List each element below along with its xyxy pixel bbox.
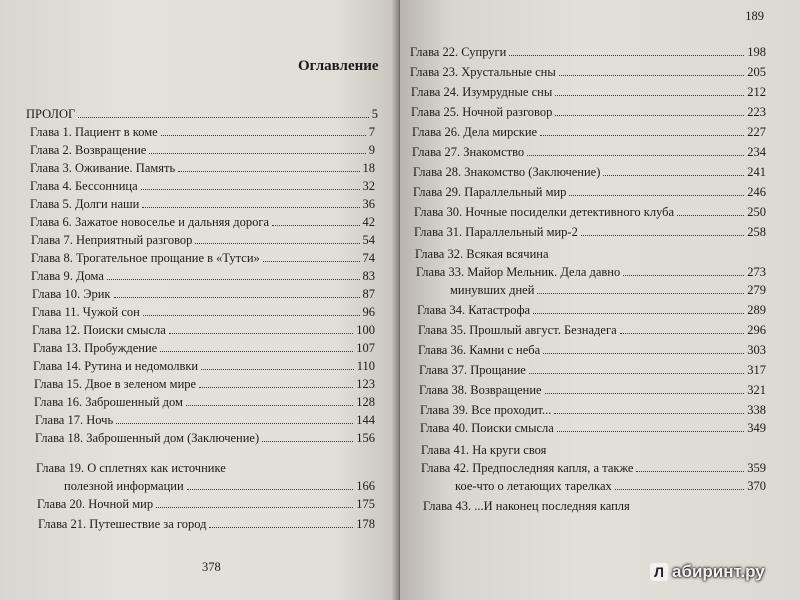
labirint-logo-icon: Л: [650, 563, 668, 581]
entry-page: 273: [747, 265, 766, 279]
toc-entry: [411, 84, 766, 100]
dot-leader: [114, 288, 360, 298]
entry-page: 7: [368, 125, 375, 139]
entry-title: Глава 14. Рутина и недомолвки: [33, 359, 199, 373]
toc-entry: [35, 430, 375, 446]
entry-page: 227: [747, 125, 766, 139]
entry-page: 178: [356, 517, 375, 531]
dot-leader: [554, 404, 744, 414]
dot-leader: [527, 146, 744, 156]
dot-leader: [201, 360, 354, 370]
dot-leader: [545, 384, 745, 394]
entry-page: 83: [362, 269, 375, 283]
left-page: [0, 0, 396, 600]
dot-leader: [169, 324, 353, 334]
entry-title: Глава 8. Трогательное прощание в «Тутси»: [31, 251, 260, 265]
entry-page: 42: [362, 215, 375, 229]
toc-entry: [410, 44, 766, 60]
labirint-watermark: [650, 562, 765, 582]
dot-leader: [533, 304, 744, 314]
toc-entry: [31, 232, 375, 248]
entry-title: Глава 38. Возвращение: [419, 383, 542, 397]
entry-title: Глава 20. Ночной мир: [37, 497, 154, 511]
entry-page: 156: [356, 431, 375, 445]
entry-title: Глава 26. Дела мирские: [412, 125, 538, 139]
toc-entry: [30, 196, 375, 212]
dot-leader: [569, 186, 744, 196]
toc-entry: [418, 342, 766, 358]
entry-title: Глава 27. Знакомство: [412, 145, 525, 159]
toc-entry: [421, 460, 766, 476]
toc-entry: [30, 160, 375, 176]
toc-entry: [33, 340, 375, 356]
dot-leader: [559, 66, 744, 76]
toc-entry: [31, 250, 375, 266]
entry-page: 359: [747, 461, 766, 475]
entry-title: Глава 29. Параллельный мир: [413, 185, 567, 199]
entry-title: Глава 23. Хрустальные сны: [410, 65, 556, 79]
entry-page: 246: [747, 185, 766, 199]
entry-title: Глава 25. Ночной разговор: [411, 105, 553, 119]
entry-page: 36: [362, 197, 375, 211]
dot-leader: [149, 144, 365, 154]
toc-entry: [412, 124, 766, 140]
entry-page: 258: [747, 225, 766, 239]
entry-page: 317: [747, 363, 766, 377]
dot-leader: [636, 462, 744, 472]
entry-title: Глава 28. Знакомство (Заключение): [413, 165, 601, 179]
entry-title: Глава 19. О сплетнях как источнике: [36, 461, 226, 475]
entry-page: 54: [362, 233, 375, 247]
entry-page: 289: [747, 303, 766, 317]
entry-title: Глава 33. Майор Мельник. Дела давно: [416, 265, 621, 279]
dot-leader: [540, 126, 744, 136]
entry-title: Глава 43. ...И наконец последняя капля: [423, 499, 630, 513]
toc-entry: [32, 304, 375, 320]
dot-leader: [537, 284, 744, 294]
entry-title: Глава 34. Катастрофа: [417, 303, 531, 317]
dot-leader: [615, 480, 745, 490]
entry-title: Глава 5. Долги наши: [30, 197, 140, 211]
toc-entry: [34, 394, 375, 410]
toc-entry: [411, 104, 766, 120]
entry-page: 87: [362, 287, 375, 301]
entry-page: 198: [747, 45, 766, 59]
dot-leader: [116, 414, 353, 424]
entry-title: Глава 17. Ночь: [35, 413, 114, 427]
entry-title: Глава 36. Камни с неба: [418, 343, 541, 357]
entry-title: Глава 7. Неприятный разговор: [31, 233, 193, 247]
toc-entry: [455, 478, 766, 494]
dot-leader: [581, 226, 744, 236]
dot-leader: [107, 270, 360, 280]
toc-entry: [31, 268, 375, 284]
watermark-text: абиринт.ру: [672, 562, 765, 581]
entry-page: 74: [362, 251, 375, 265]
toc-entry: [420, 420, 766, 436]
entry-page: 189: [745, 9, 764, 23]
dot-leader: [262, 432, 353, 442]
dot-leader: [209, 518, 353, 528]
dot-leader: [263, 252, 360, 262]
dot-leader: [543, 344, 744, 354]
toc-entry: [410, 64, 766, 80]
entry-page: 123: [356, 377, 375, 391]
entry-page: 166: [356, 479, 375, 493]
entry-title: Глава 21. Путешествие за город: [38, 517, 207, 531]
entry-page: 100: [356, 323, 375, 337]
dot-leader: [161, 126, 366, 136]
entry-title: Глава 9. Дома: [31, 269, 104, 283]
entry-title: Глава 41. На круги своя: [421, 443, 547, 457]
entry-title: кое-что о летающих тарелках: [455, 479, 612, 493]
toc-entry: [450, 282, 766, 298]
toc-entry: [419, 382, 766, 398]
toc-entry: [30, 124, 375, 140]
dot-leader: [603, 166, 744, 176]
entry-page: 32: [362, 179, 375, 193]
entry-title: Глава 22. Супруги: [410, 45, 507, 59]
entry-title: полезной информации: [64, 479, 184, 493]
toc-entry: [64, 478, 375, 494]
entry-page: 279: [747, 283, 766, 297]
dot-leader: [272, 216, 359, 226]
entry-page: 175: [356, 497, 375, 511]
entry-title: Глава 15. Двое в зеленом мире: [34, 377, 197, 391]
page-folio: 378: [202, 560, 221, 574]
toc-entry: [413, 184, 766, 200]
toc-entry: [30, 178, 375, 194]
entry-page: 144: [356, 413, 375, 427]
entry-page: 128: [356, 395, 375, 409]
entry-title: Глава 24. Изумрудные сны: [411, 85, 553, 99]
dot-leader: [142, 198, 359, 208]
toc-entry: [26, 106, 378, 122]
toc-entry: [417, 302, 766, 318]
toc-entry: [32, 286, 375, 302]
entry-page: 338: [747, 403, 766, 417]
toc-entry: [414, 224, 766, 240]
entry-page: 18: [362, 161, 375, 175]
entry-page: 110: [356, 359, 375, 373]
entry-title: Глава 40. Поиски смысла: [420, 421, 554, 435]
dot-leader: [78, 108, 368, 118]
toc-entry: [33, 358, 375, 374]
entry-page: 296: [747, 323, 766, 337]
entry-page: 223: [747, 105, 766, 119]
toc-entry: [32, 322, 375, 338]
entry-page: 370: [747, 479, 766, 493]
toc-entry: [416, 264, 766, 280]
dot-leader: [677, 206, 744, 216]
entry-title: Глава 35. Прошлый август. Безнадега: [418, 323, 617, 337]
entry-title: Глава 32. Всякая всячина: [415, 247, 549, 261]
entry-title: Глава 6. Зажатое новоселье и дальняя дорога: [30, 215, 270, 229]
toc-entry: [418, 322, 766, 338]
entry-title: Глава 13. Пробуждение: [33, 341, 158, 355]
toc-entry: [38, 516, 375, 532]
entry-title: Глава 2. Возвращение: [30, 143, 147, 157]
entry-title: Глава 37. Прощание: [419, 363, 526, 377]
dot-leader: [199, 378, 353, 388]
toc-entry: [30, 214, 375, 230]
toc-entry: [34, 376, 375, 392]
entry-page: 241: [747, 165, 766, 179]
toc-entry: [413, 164, 766, 180]
entry-page: 212: [747, 85, 766, 99]
entry-title: минувших дней: [450, 283, 535, 297]
entry-title: Глава 42. Предпоследняя капля, а также: [421, 461, 634, 475]
entry-title: Глава 1. Пациент в коме: [30, 125, 158, 139]
entry-page: 107: [356, 341, 375, 355]
entry-title: Глава 10. Эрик: [32, 287, 111, 301]
entry-title: Глава 16. Заброшенный дом: [34, 395, 183, 409]
dot-leader: [557, 422, 744, 432]
entry-page: 9: [368, 143, 375, 157]
dot-leader: [160, 342, 353, 352]
entry-page: 303: [747, 343, 766, 357]
toc-entry: [30, 142, 375, 158]
toc-entry: [37, 496, 375, 512]
entry-title: Глава 39. Все проходит...: [420, 403, 552, 417]
entry-title: Глава 4. Бессонница: [30, 179, 138, 193]
entry-page: 205: [747, 65, 766, 79]
entry-title: Глава 3. Оживание. Память: [30, 161, 176, 175]
entry-title: Глава 31. Параллельный мир-2: [414, 225, 578, 239]
dot-leader: [143, 306, 360, 316]
entry-page: 349: [747, 421, 766, 435]
dot-leader: [509, 46, 744, 56]
dot-leader: [620, 324, 745, 334]
dot-leader: [156, 498, 353, 508]
entry-page: 96: [362, 305, 375, 319]
entry-title: Глава 11. Чужой сон: [32, 305, 140, 319]
toc-heading: Оглавление: [298, 58, 379, 74]
dot-leader: [178, 162, 359, 172]
dot-leader: [187, 480, 354, 490]
toc-entry: [35, 412, 375, 428]
dot-leader: [555, 86, 744, 96]
dot-leader: [195, 234, 359, 244]
dot-leader: [623, 266, 744, 276]
entry-title: ПРОЛОГ: [26, 107, 76, 121]
entry-page: 5: [371, 107, 378, 121]
toc-entry: [414, 204, 766, 220]
entry-page: 234: [747, 145, 766, 159]
toc-entry: [412, 144, 766, 160]
dot-leader: [555, 106, 744, 116]
entry-page: 250: [747, 205, 766, 219]
dot-leader: [529, 364, 744, 374]
toc-entry: [419, 362, 766, 378]
toc-entry: [420, 402, 766, 418]
entry-title: Глава 18. Заброшенный дом (Заключение): [35, 431, 260, 445]
entry-title: Глава 30. Ночные посиделки детективного клуба: [414, 205, 675, 219]
dot-leader: [186, 396, 353, 406]
entry-title: Глава 12. Поиски смысла: [32, 323, 166, 337]
entry-page: 321: [747, 383, 766, 397]
dot-leader: [141, 180, 360, 190]
